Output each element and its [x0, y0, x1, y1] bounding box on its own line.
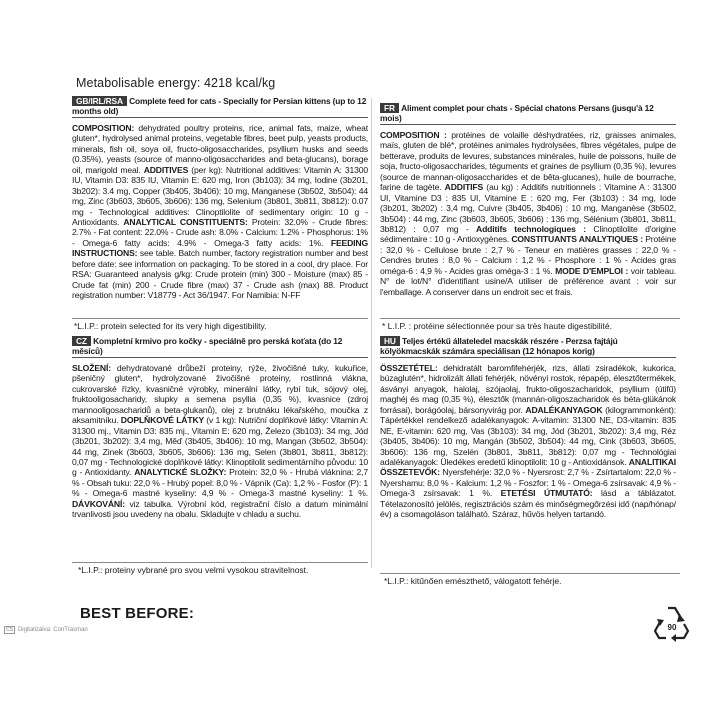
fr-tech-label: Additifs technologiques :: [476, 223, 594, 234]
cz-feeding: viz tabulka. Výrobní kód, registrační číslo a datum minimální trvanlivosti jsou uvedeny na obalu. Skladujte v chladu a suchu.: [72, 498, 369, 520]
cz-additives-label: DOPLŇKOVÉ LÁTKY: [120, 415, 207, 426]
cz-language-tag: CZ: [72, 336, 91, 346]
fr-note: * L.I.P. : protéine sélectionnée pour sa très haute digestibilité.: [382, 321, 612, 331]
hu-constituents-label: ANALITIKAI ÖSSZETEVŐK:: [380, 456, 676, 478]
fr-additives-label: ADDITIFS: [444, 182, 487, 193]
fr-constituents-label: CONSTITUANTS ANALYTIQUES :: [511, 234, 646, 245]
footer-logo-icon: CS: [6, 627, 13, 633]
fr-section: [380, 103, 676, 297]
gb-feeding: see table. Batch number, factory registration number and best before date: see information on packaging. To be stored in a cool, dry place. For RSA: Guaranteed analysis g/kg: Crude protein (min) 300 - Moisture (max) 85 - Crude fat (min) 200 - Crude fibre (max) 37 - Crude ash (max) 88. Product registration number: V18779 - Act 36/1947. For Namibia: N-FF: [72, 248, 368, 301]
gb-composition: dehydrated poultry proteins, rice, animal fats, maize, wheat gluten*, hydrolysed animal proteins, vegetable fibres, beet pulp, yeasts products, minerals, fish oil, soya oil, fructo-oligosaccharides, psyllium husks and seeds (0.35%), yeasts (source of manno-oligosaccharides and beta-glucans), borage oil, marigold meal.: [72, 122, 368, 175]
fr-composition: protéines de volaille déshydratées, riz, graisses animales, maïs, gluten de blé*, protéines animales hydrolysées, fibres végétales, pulpe de betterave, produits de levures, substances minérales, huile de poissons, huile de soja, fructo-oligosaccharides, téguments et graines de psyllium (0,35 %), levures (source de mannan-oligosaccharides et de bêta-glucanes), huile de bourrache, farine de tagète.: [380, 129, 676, 193]
cz-header: [72, 336, 368, 358]
cz-constituents: Protein: 32,0 % - Hrubá vláknina: 2,7 % - Obsah tuku: 22,0 % - Hrubý popel: 8,0 % - Vápník (Ca): 1,2 % - Fosfor (P): 1 % - Omega-6 mastné kyseliny: 4,9 % - Omega-3 mastné kyseliny: 1 %.: [72, 467, 368, 499]
hu-note: *L.I.P.: kitűnően emészthető, válogatott fehérje.: [384, 576, 562, 586]
recycle-icon: [648, 598, 698, 648]
cz-section: [72, 336, 368, 520]
gb-note: *L.I.P.: protein selected for its very high digestibility.: [74, 321, 267, 331]
hu-feeding-label: ETETÉSI ÚTMUTATÓ:: [500, 488, 602, 499]
recycle-code: 90: [667, 623, 677, 632]
hu-composition: dehidratált baromfifehérjék, rizs, állati zsiradékok, kukorica, búzaglutén*, hidrolizált állati fehérjék, növényi rostok, répapép, élesztőtermékek, ásványi anyagok, halolaj, szójaolaj, frukto-oligoszacharidok, psyllium (útifű) maghéj és mag (0,35 %), élesztők (mannán-oligoszacharidok és béta-glükánok forrásai), borágóolaj, bársonyvirág por.: [380, 362, 677, 415]
fr-language-tag: FR: [380, 103, 399, 113]
footer-text: Digitalizálva: ConTrasman: [17, 627, 88, 633]
hu-section: [380, 336, 676, 520]
fr-header: [380, 103, 676, 125]
footer-watermark: [4, 626, 88, 634]
gb-feeding-label: FEEDING INSTRUCTIONS:: [72, 237, 368, 259]
energy-line: Metabolisable energy: 4218 kcal/kg: [76, 76, 276, 90]
column-divider: [371, 98, 372, 568]
cz-composition: dehydratované drůbeží proteiny, rýže, živočišné tuky, kukuřice, pšeničný gluten*, hydrolyzované živočišné proteiny, rostlinná vlákna, cukrovarské řízky, kvasničné výrobky, minerální látky, rybí tuk, sójový olej, fruktooligosacharidy, slupky a semena psyllia (0,35 %), kvasnice (zdroj mannooligosacharidů a beta-glukanů), olej z brutnáku lékařského, moučka z aksamitníku.: [72, 362, 369, 426]
gb-constituents: Protein: 32.0% - Crude fibres: 2.7% - Fat content: 22.0% - Crude ash: 8.0% - Calcium: 1.2% - Phosphorus: 1% - Omega-6 fatty acids: 4.9% - Omega-3 fatty acids: 1%.: [72, 216, 368, 248]
fr-mode: voir tableau. N° de lot/N° d'identifiant usine/A utiliser de préférence avant : voir sur l'emballage. A conserver dans un endroit sec et frais.: [380, 265, 676, 297]
fr-composition-label: COMPOSITION :: [380, 129, 452, 140]
fr-tech: Clinoptilolite d'origine sédimentaire : 10 g - Antioxygènes.: [380, 223, 676, 245]
fr-title: Aliment complet pour chats - Spécial chatons Persans (jusqu'à 12 mois): [380, 103, 654, 124]
gb-note-rule: [72, 318, 368, 319]
gb-constituents-label: ANALYTICAL CONSTITUENTS:: [123, 216, 252, 227]
hu-body: [380, 363, 676, 520]
hu-language-tag: HU: [380, 336, 400, 346]
cz-constituents-label: ANALYTICKÉ SLOŽKY:: [134, 467, 230, 478]
fr-constituents: Protéine : 32,0 % - Cellulose brute : 2,7 % - Teneur en matières grasses : 22,0 % - Cendres brutes : 8,0 % - Calcium : 1,2 % - Phosphore : 1 % - Acides gras oméga-6 : 4,9 % - Acides gras oméga-3 : 1 %.: [380, 234, 676, 276]
cz-composition-label: SLOŽENÍ:: [72, 362, 117, 373]
gb-section: [72, 96, 368, 301]
cz-title: Kompletní krmivo pro kočky - speciálně pro perská koťata (do 12 měsíců): [72, 336, 343, 357]
cz-feeding-label: DÁVKOVÁNÍ:: [72, 498, 130, 509]
hu-constituents: Nyersfehérje: 32,0 % - Nyersrost: 2,7 % - Zsírtartalom: 22,0 % - Nyershamu: 8,0 % - Kalcium: 1,2 % - Foszfor: 1 % - Omega-6 zsírsavak: 4,9 % - Omega-3 zsírsavak: 1 %.: [380, 467, 677, 499]
hu-composition-label: ÖSSZETÉTEL:: [380, 362, 444, 373]
fr-additives: (au kg) : Additifs nutritionnels : Vitamine A : 31300 UI, Vitamine D3 : 835 UI, Vitamine E : 620 mg, Fer (3b103) : 34 mg, Iode (3b201, 3b202) : 3,4 mg, Cuivre (3b405, 3b406) : 10 mg, Manganèse (3b502, 3b504) : 44 mg, Zinc (3b603, 3b605, 3b606) : 136 mg, Sélénium (3b801, 3b811, 3b812) : 0,07 mg -: [380, 182, 676, 234]
hu-note-rule: [380, 573, 680, 574]
gb-composition-label: COMPOSITION:: [72, 122, 139, 133]
cz-note: *L.I.P.: proteiny vybrané pro svou velmi vysokou stravitelnost.: [78, 565, 309, 575]
best-before-label: BEST BEFORE:: [80, 605, 195, 622]
gb-body: [72, 123, 368, 301]
cz-note-rule: [72, 562, 368, 563]
gb-language-tag: GB/IRL/RSA: [72, 96, 127, 106]
gb-additives: (per kg): Nutritional additives: Vitamin A: 31300 IU, Vitamin D3: 835 IU, Vitamin E: 620 mg, Iron (3b103): 34 mg, Iodine (3b201, 3b202): 3.4 mg, Copper (3b405, 3b406): 10 mg, Manganese (3b502, 3b504): 44 mg, Zinc (3b603, 3b605, 3b606): 136 mg, Selenium (3b801, 3b811, 3b812): 0.07 mg - Technological additives: Clinoptilolite of sedimentary origin: 10 g - Antioxidants.: [72, 164, 369, 227]
cz-additives: (v 1 kg): Nutriční doplňkové látky: Vitamin A: 31300 mj., Vitamin D3: 835 mj., Vitamin E: 620 mg, Železo (3b103): 34 mg, Jód (3b201, 3b202): 3,4 mg, Měď (3b405, 3b406): 10 mg, Mangan (3b502, 3b504): 44 mg, Zinek (3b603, 3b605, 3b606): 136 mg, Selen (3b801, 3b811, 3b812): 0,07 mg - Technologické doplňkové látky: Klinoptilolit sedimentárního původu: 10 g - Antioxidanty.: [72, 415, 368, 478]
hu-additives-label: ADALÉKANYAGOK: [525, 404, 606, 415]
hu-additives: (kilogrammonként): Tápértékkel rendelkező adalékanyagok: A-vitamin: 31300 NE, D3-vitamin: 835 NE, E-vitamin: 620 mg, Vas (3b103): 34 mg, Jód (3b201, 3b202): 3,4 mg, Réz (3b405, 3b406): 10 mg, Mangán (3b502, 3b504): 44 mg, Cink (3b603, 3b605, 3b606): 136 mg, Szelén (3b801, 3b811, 3b812): 0,07 mg - Technológiai adalékanyagok: Üledékes eredetű klinoptilolit: 10 g - Antioxidánsok.: [380, 404, 676, 467]
fr-body: [380, 130, 676, 297]
cz-body: [72, 363, 368, 520]
fr-mode-label: MODE D'EMPLOI :: [555, 265, 631, 276]
hu-title: Teljes értékű állateledel macskák részére - Perzsa fajtájú kölyökmacskák számára speciálisan (12 hónapos korig): [380, 336, 618, 357]
gb-header: [72, 96, 368, 118]
gb-title: Complete feed for cats - Specially for Persian kittens (up to 12 months old): [72, 96, 367, 117]
fr-note-rule: [380, 318, 680, 319]
gb-additives-label: ADDITIVES: [143, 164, 192, 175]
hu-header: [380, 336, 676, 358]
hu-feeding: lásd a táblázatot. Tételazonosító jelölés, regisztrációs szám és minőségmegőrzési idő (nap/hónap/év) a csomagoláson található. Száraz, hűvös helyen tartandó.: [380, 488, 677, 520]
